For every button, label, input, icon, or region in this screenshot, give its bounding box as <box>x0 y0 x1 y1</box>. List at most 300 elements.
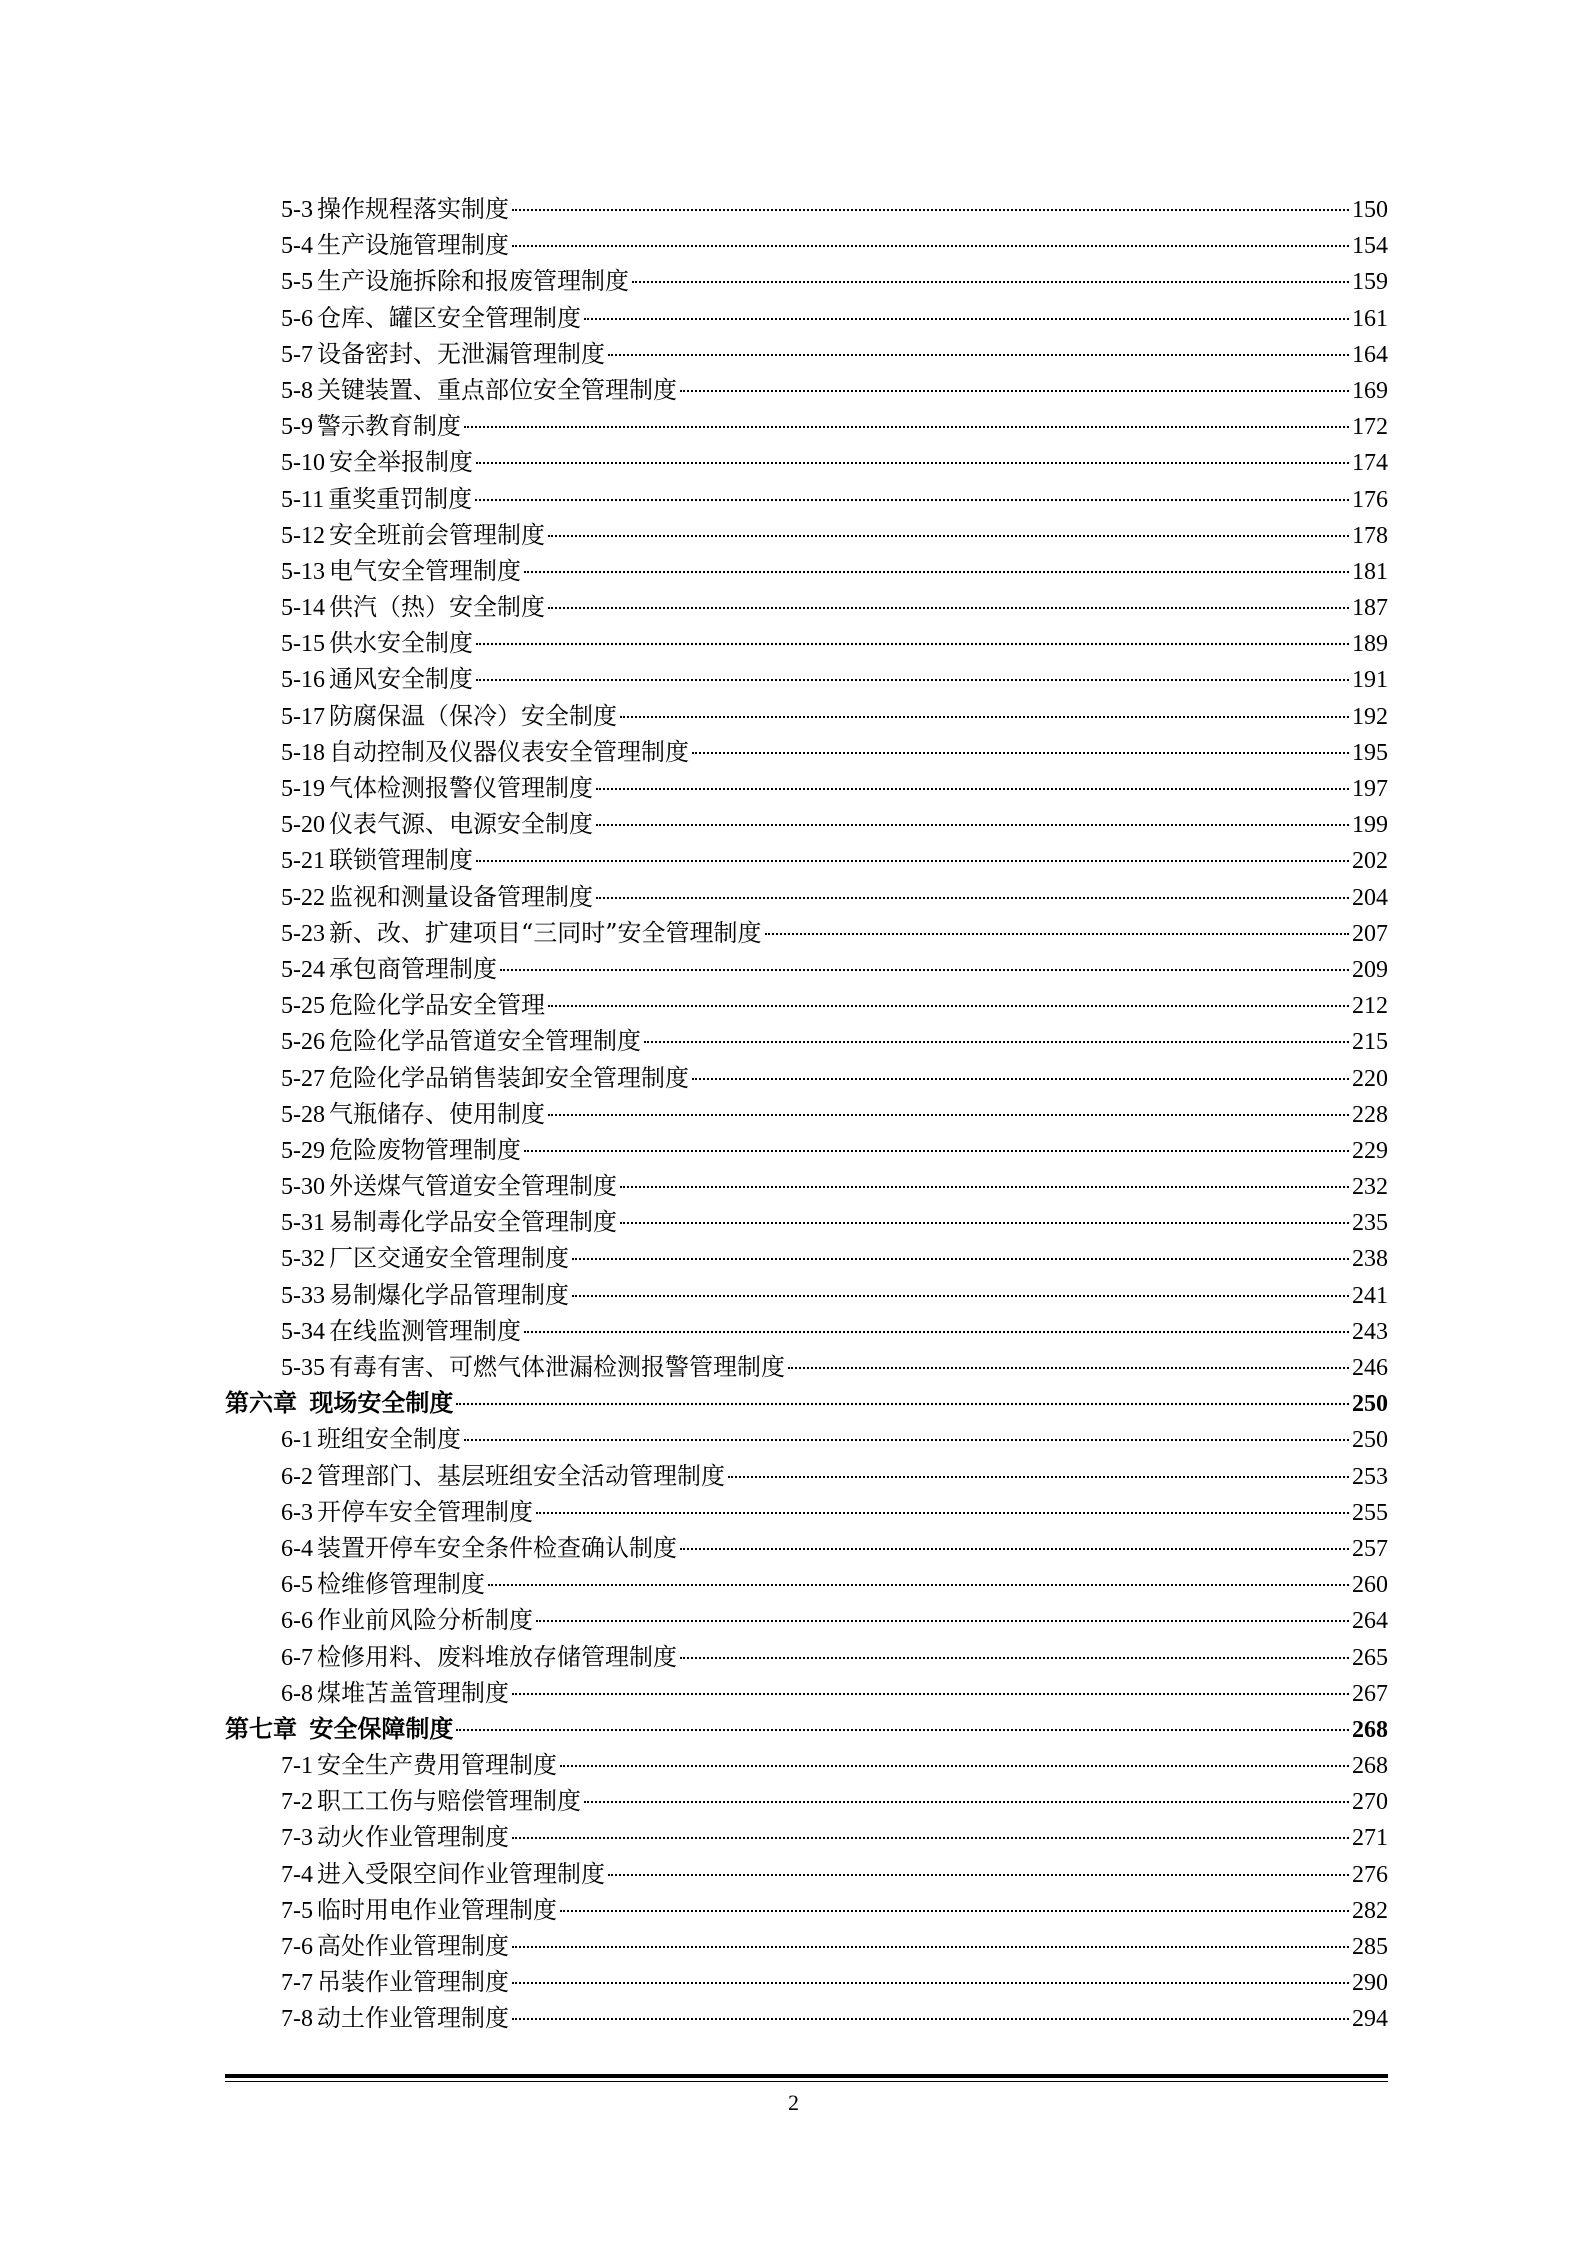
toc-entry-title: 仪表气源、电源安全制度 <box>329 810 593 839</box>
toc-entry-number: 6-2 <box>281 1463 313 1490</box>
toc-entry-number: 6-6 <box>281 1608 313 1635</box>
toc-dot-leader <box>536 1512 1349 1514</box>
toc-entry-number: 5-30 <box>281 1174 325 1201</box>
toc-entry-label <box>281 1675 509 1712</box>
toc-page-number: 268 <box>1352 1753 1388 1780</box>
toc-entry-row[interactable] <box>225 1530 1388 1566</box>
toc-dot-leader <box>765 933 1349 935</box>
toc-entry-title: 承包商管理制度 <box>329 954 497 983</box>
footer-rule-thin <box>225 2081 1388 2082</box>
toc-entry-title: 煤堆苫盖管理制度 <box>317 1678 509 1707</box>
toc-entry-label <box>281 1819 509 1856</box>
toc-entry-title: 进入受限空间作业管理制度 <box>317 1859 605 1888</box>
toc-entry-number: 6-7 <box>281 1644 313 1671</box>
toc-entry-title: 高处作业管理制度 <box>317 1932 509 1960</box>
toc-page-number: 189 <box>1352 631 1388 658</box>
toc-entry-title: 气体检测报警仪管理制度 <box>329 774 593 802</box>
toc-entry-number: 5-20 <box>281 812 325 839</box>
toc-dot-leader <box>488 1584 1349 1586</box>
toc-dot-leader <box>548 607 1349 609</box>
toc-entry-number: 5-19 <box>281 776 325 802</box>
toc-entry-label <box>281 1240 569 1277</box>
toc-entry-label <box>281 2000 509 2037</box>
toc-entry-label <box>281 951 497 988</box>
toc-entry-row[interactable] <box>225 1096 1388 1132</box>
toc-entry-row[interactable] <box>225 1783 1388 1819</box>
toc-entry-number: 5-32 <box>281 1246 325 1273</box>
toc-entry-label <box>281 1096 545 1133</box>
toc-entry-label <box>281 1023 641 1060</box>
toc-dot-leader <box>632 281 1349 283</box>
toc-entry-number: 5-21 <box>281 848 325 875</box>
toc-page-number: 209 <box>1352 956 1388 983</box>
toc-entry-row[interactable] <box>225 1240 1388 1276</box>
toc-dot-leader <box>464 426 1349 428</box>
toc-dot-leader <box>572 1258 1349 1260</box>
toc-dot-leader <box>596 788 1349 790</box>
toc-page-number: 241 <box>1352 1282 1388 1309</box>
toc-entry-number: 7-5 <box>281 1897 313 1924</box>
toc-entry-label <box>281 444 473 481</box>
toc-entry-row[interactable] <box>225 408 1388 444</box>
toc-entry-row[interactable] <box>225 1060 1388 1096</box>
toc-entry-label <box>281 589 545 626</box>
toc-entry-number: 5-33 <box>281 1282 325 1309</box>
toc-page-number: 257 <box>1352 1535 1388 1562</box>
toc-entry-title: 检维修管理制度 <box>317 1570 485 1599</box>
toc-entry-title: 有毒有害、可燃气体泄漏检测报警管理制度 <box>329 1353 785 1381</box>
toc-page-number: 197 <box>1352 776 1388 802</box>
toc-entry-row[interactable] <box>225 191 1388 227</box>
toc-entry-label <box>281 1566 485 1603</box>
toc-dot-leader <box>464 1439 1349 1441</box>
toc-entry-label <box>281 987 545 1024</box>
toc-entry-row[interactable] <box>225 1494 1388 1530</box>
toc-entry-row[interactable] <box>225 300 1388 336</box>
page-number: 2 <box>788 2090 799 2115</box>
toc-entry-row[interactable] <box>225 336 1388 372</box>
toc-entry-title: 易制爆化学品管理制度 <box>329 1280 569 1309</box>
toc-dot-leader <box>596 897 1349 899</box>
toc-dot-leader <box>476 462 1349 464</box>
toc-dot-leader <box>728 1476 1349 1478</box>
toc-dot-leader <box>692 1078 1349 1080</box>
toc-entry-label <box>225 1711 453 1748</box>
toc-chapter-row[interactable] <box>225 1385 1388 1421</box>
footer-rule-thick <box>225 2074 1388 2078</box>
toc-entry-row[interactable] <box>225 1023 1388 1059</box>
toc-entry-row[interactable] <box>225 1168 1388 1204</box>
toc-entry-title: 易制毒化学品安全管理制度 <box>329 1208 617 1237</box>
toc-entry-row[interactable] <box>225 879 1388 915</box>
toc-entry-number: 5-8 <box>281 377 313 404</box>
toc-page-number: 264 <box>1352 1608 1388 1635</box>
toc-entry-label <box>281 625 473 662</box>
toc-dot-leader <box>476 643 1349 645</box>
toc-entry-title: 安全班前会管理制度 <box>329 520 545 549</box>
toc-entry-row[interactable] <box>225 987 1388 1023</box>
toc-entry-label <box>281 1494 533 1531</box>
toc-page-number: 215 <box>1352 1029 1388 1056</box>
toc-dot-leader <box>548 1005 1349 1007</box>
toc-entry-row[interactable] <box>225 1313 1388 1349</box>
toc-entry-number: 5-4 <box>281 233 313 260</box>
toc-entry-title: 关键装置、重点部位安全管理制度 <box>317 375 677 404</box>
toc-entry-title: 安全生产费用管理制度 <box>317 1751 557 1780</box>
toc-dot-leader <box>560 1910 1349 1912</box>
toc-entry-row[interactable] <box>225 1639 1388 1675</box>
toc-entry-title: 职工工伤与赔偿管理制度 <box>317 1787 581 1816</box>
toc-entry-number: 5-22 <box>281 884 325 911</box>
toc-entry-label <box>281 806 593 843</box>
toc-entry-label <box>281 1783 581 1820</box>
toc-entry-title: 动火作业管理制度 <box>317 1823 509 1852</box>
toc-entry-label <box>281 1639 677 1676</box>
toc-dot-leader <box>512 1946 1349 1948</box>
toc-page-number: 271 <box>1352 1825 1388 1852</box>
toc-page-number: 154 <box>1352 233 1388 260</box>
toc-dot-leader <box>584 1801 1349 1803</box>
toc-dot-leader <box>680 1657 1349 1659</box>
toc-entry-row[interactable] <box>225 1458 1388 1494</box>
toc-page-number: 243 <box>1352 1318 1388 1345</box>
toc-page-number: 181 <box>1352 558 1388 585</box>
toc-entry-title: 危险化学品管道安全管理制度 <box>329 1027 641 1056</box>
toc-page-number: 169 <box>1352 377 1388 404</box>
toc-dot-leader <box>524 571 1349 573</box>
toc-entry-number: 5-10 <box>281 450 325 477</box>
toc-page-number: 229 <box>1352 1137 1388 1164</box>
toc-entry-label <box>281 517 545 554</box>
toc-entry-title: 安全举报制度 <box>329 448 473 477</box>
toc-entry-title: 气瓶储存、使用制度 <box>329 1099 545 1128</box>
toc-entry-row[interactable] <box>225 1421 1388 1457</box>
toc-entry-label <box>281 1277 569 1314</box>
toc-dot-leader <box>680 390 1349 392</box>
toc-entry-title: 供水安全制度 <box>329 629 473 658</box>
toc-page-number: 204 <box>1352 884 1388 911</box>
toc-entry-title: 班组安全制度 <box>317 1425 461 1454</box>
toc-dot-leader <box>644 1041 1349 1043</box>
toc-dot-leader <box>608 1874 1349 1876</box>
toc-entry-title: 安全保障制度 <box>309 1713 454 1743</box>
toc-entry-title: 供汽（热）安全制度 <box>329 593 545 622</box>
toc-entry-title: 管理部门、基层班组安全活动管理制度 <box>317 1461 725 1490</box>
toc-entry-label <box>281 408 461 445</box>
toc-page-number: 191 <box>1352 667 1388 694</box>
toc-entry-title: 警示教育制度 <box>317 412 461 441</box>
toc-entry-label <box>281 1892 557 1929</box>
toc-entry-label <box>281 915 762 952</box>
toc-entry-label <box>225 1385 453 1422</box>
toc-entry-title: 危险废物管理制度 <box>329 1135 521 1164</box>
toc-entry-label <box>281 842 473 879</box>
toc-page-number: 270 <box>1352 1789 1388 1816</box>
toc-entry-title: 现场安全制度 <box>309 1388 454 1418</box>
toc-entry-row[interactable] <box>225 1892 1388 1928</box>
toc-entry-number: 7-6 <box>281 1934 313 1960</box>
toc-entry-number: 5-15 <box>281 631 325 658</box>
toc-page-number: 250 <box>1352 1427 1388 1454</box>
toc-entry-label <box>281 770 593 807</box>
toc-page-number: 159 <box>1352 269 1388 296</box>
toc-page-number: 161 <box>1352 305 1388 332</box>
toc-entry-label <box>281 1458 725 1495</box>
toc-entry-number: 5-26 <box>281 1029 325 1056</box>
toc-entry-row[interactable] <box>225 1747 1388 1783</box>
toc-entry-row[interactable] <box>225 842 1388 878</box>
toc-page-number: 192 <box>1352 703 1388 730</box>
toc-entry-number: 6-8 <box>281 1680 313 1707</box>
toc-entry-title: 装置开停车安全条件检查确认制度 <box>317 1533 677 1562</box>
toc-page-number: 267 <box>1352 1680 1388 1707</box>
toc-page-number: 268 <box>1352 1716 1388 1743</box>
toc-dot-leader <box>500 969 1349 971</box>
toc-entry-number: 7-8 <box>281 2006 313 2033</box>
toc-entry-row[interactable] <box>225 698 1388 734</box>
toc-entry-number: 5-31 <box>281 1210 325 1237</box>
toc-entry-row[interactable] <box>225 734 1388 770</box>
toc-dot-leader <box>584 318 1349 320</box>
toc-entry-number: 7-1 <box>281 1753 313 1780</box>
toc-page-number: 255 <box>1352 1499 1388 1526</box>
toc-entry-label <box>281 1964 509 2001</box>
toc-dot-leader <box>608 354 1349 356</box>
toc-entry-row[interactable] <box>225 227 1388 263</box>
toc-entry-number: 5-23 <box>281 920 325 947</box>
toc-entry-label <box>281 1313 521 1350</box>
toc-entry-label <box>281 1060 689 1097</box>
toc-page-number: 253 <box>1352 1463 1388 1490</box>
toc-page-number: 285 <box>1352 1934 1388 1960</box>
toc-dot-leader <box>788 1367 1349 1369</box>
toc-entry-label <box>281 734 689 771</box>
toc-entry-row[interactable] <box>225 263 1388 299</box>
toc-dot-leader <box>548 1114 1349 1116</box>
toc-entry-number: 5-34 <box>281 1318 325 1345</box>
toc-page-number: 207 <box>1352 920 1388 947</box>
toc-entry-row[interactable] <box>225 1819 1388 1855</box>
toc-entry-number: 5-9 <box>281 414 313 441</box>
toc-entry-label <box>281 1747 557 1784</box>
toc-entry-title: 厂区交通安全管理制度 <box>329 1244 569 1273</box>
toc-entry-row[interactable] <box>225 1964 1388 2000</box>
toc-entry-label <box>281 372 677 409</box>
toc-entry-row[interactable] <box>225 770 1388 806</box>
toc-entry-label <box>281 553 521 590</box>
toc-page-number: 294 <box>1352 2006 1388 2033</box>
toc-entry-number: 7-2 <box>281 1789 313 1816</box>
toc-page-number: 232 <box>1352 1174 1388 1201</box>
toc-entry-row[interactable] <box>225 806 1388 842</box>
toc-dot-leader <box>456 1403 1349 1405</box>
toc-entry-title: 操作规程落实制度 <box>317 195 509 223</box>
toc-dot-leader <box>620 1186 1349 1188</box>
toc-page-number: 174 <box>1352 450 1388 477</box>
toc-page-number: 246 <box>1352 1355 1388 1381</box>
toc-entry-row[interactable] <box>225 661 1388 697</box>
toc-page-number: 195 <box>1352 739 1388 766</box>
toc-page-number: 178 <box>1352 522 1388 549</box>
toc-entry-title: 仓库、罐区安全管理制度 <box>317 303 581 332</box>
toc-entry-number: 第六章 <box>225 1391 297 1418</box>
toc-page-number: 260 <box>1352 1572 1388 1599</box>
toc-page-number: 250 <box>1352 1391 1388 1418</box>
toc-entry-row[interactable] <box>225 1132 1388 1168</box>
toc-page-number: 164 <box>1352 341 1388 368</box>
toc-dot-leader <box>680 1548 1349 1550</box>
toc-entry-number: 5-3 <box>281 197 313 223</box>
toc-entry-label <box>281 1928 509 1965</box>
toc-entry-number: 5-18 <box>281 739 325 766</box>
toc-entry-label <box>281 336 605 373</box>
toc-entry-row[interactable] <box>225 951 1388 987</box>
toc-page-number: 282 <box>1352 1897 1388 1924</box>
toc-dot-leader <box>512 1837 1349 1839</box>
toc-entry-title: 新、改、扩建项目“三同时”安全管理制度 <box>329 918 762 947</box>
toc-entry-row[interactable] <box>225 1928 1388 1964</box>
toc-dot-leader <box>512 2018 1349 2020</box>
toc-page-number: 187 <box>1352 595 1388 622</box>
toc-entry-number: 5-5 <box>281 269 313 296</box>
toc-chapter-row[interactable] <box>225 1711 1388 1747</box>
toc-entry-row[interactable] <box>225 481 1388 517</box>
toc-dot-leader <box>476 860 1349 862</box>
toc-entry-label <box>281 481 472 518</box>
toc-entry-number: 7-7 <box>281 1970 313 1997</box>
toc-entry-row[interactable] <box>225 1566 1388 1602</box>
toc-entry-row[interactable] <box>225 1204 1388 1240</box>
toc-entry-number: 5-25 <box>281 993 325 1020</box>
toc-entry-row[interactable] <box>225 1349 1388 1385</box>
toc-page-number: 150 <box>1352 197 1388 223</box>
toc-entry-number: 7-4 <box>281 1861 313 1888</box>
toc-entry-number: 5-35 <box>281 1355 325 1381</box>
toc-entry-row[interactable] <box>225 1277 1388 1313</box>
toc-entry-label <box>281 300 581 337</box>
toc-entry-title: 联锁管理制度 <box>329 846 473 875</box>
toc-entry-row[interactable] <box>225 625 1388 661</box>
toc-dot-leader <box>512 209 1349 211</box>
toc-page-number: 172 <box>1352 414 1388 441</box>
toc-entry-title: 通风安全制度 <box>329 665 473 694</box>
toc-dot-leader <box>475 499 1349 501</box>
toc-entry-title: 自动控制及仪器仪表安全管理制度 <box>329 737 689 766</box>
toc-page-number: 235 <box>1352 1210 1388 1237</box>
toc-entry-title: 生产设施管理制度 <box>317 231 509 260</box>
toc-dot-leader <box>548 535 1349 537</box>
toc-page-number: 202 <box>1352 848 1388 875</box>
toc-entry-number: 6-1 <box>281 1427 313 1454</box>
toc-page-number: 199 <box>1352 812 1388 839</box>
toc-entry-number: 5-16 <box>281 667 325 694</box>
toc-dot-leader <box>524 1331 1349 1333</box>
toc-entry-label <box>281 1168 617 1205</box>
toc-entry-number: 5-13 <box>281 558 325 585</box>
toc-entry-title: 外送煤气管道安全管理制度 <box>329 1172 617 1201</box>
toc-entry-label <box>281 661 473 698</box>
toc-entry-title: 防腐保温（保冷）安全制度 <box>329 701 617 730</box>
toc-entry-number: 6-4 <box>281 1535 313 1562</box>
toc-entry-title: 检修用料、废料堆放存储管理制度 <box>317 1642 677 1671</box>
toc-entry-row[interactable] <box>225 444 1388 480</box>
toc-entry-title: 在线监测管理制度 <box>329 1316 521 1345</box>
toc-entry-title: 危险化学品销售装卸安全管理制度 <box>329 1063 689 1092</box>
toc-entry-title: 设备密封、无泄漏管理制度 <box>317 339 605 368</box>
toc-entry-number: 5-24 <box>281 956 325 983</box>
toc-entry-label <box>281 1204 617 1241</box>
toc-dot-leader <box>572 1295 1349 1297</box>
toc-page-number: 220 <box>1352 1065 1388 1092</box>
toc-dot-leader <box>476 679 1349 681</box>
toc-page-number: 212 <box>1352 993 1388 1020</box>
toc-entry-number: 5-11 <box>281 486 325 513</box>
toc-dot-leader <box>692 752 1349 754</box>
toc-entry-number: 5-29 <box>281 1137 325 1164</box>
toc-page-number: 276 <box>1352 1861 1388 1888</box>
toc-entry-row[interactable] <box>225 1675 1388 1711</box>
toc-entry-label <box>281 1602 533 1639</box>
toc-entry-title: 临时用电作业管理制度 <box>317 1895 557 1924</box>
toc-entry-label <box>281 698 617 735</box>
toc-entry-title: 电气安全管理制度 <box>329 556 521 585</box>
toc-entry-row[interactable] <box>225 553 1388 589</box>
toc-entry-label <box>281 1421 461 1458</box>
toc-entry-row[interactable] <box>225 589 1388 625</box>
toc-entry-label <box>281 263 629 300</box>
toc-page-number: 228 <box>1352 1101 1388 1128</box>
toc-entry-row[interactable] <box>225 1856 1388 1892</box>
table-of-contents <box>225 191 1388 2037</box>
toc-entry-label <box>281 1132 521 1169</box>
toc-entry-row[interactable] <box>225 915 1388 951</box>
toc-entry-number: 7-3 <box>281 1825 313 1852</box>
toc-page-number: 176 <box>1352 486 1388 513</box>
toc-entry-number: 第七章 <box>225 1716 297 1743</box>
toc-entry-number: 5-6 <box>281 305 313 332</box>
toc-entry-number: 5-7 <box>281 341 313 368</box>
toc-entry-number: 5-12 <box>281 522 325 549</box>
toc-entry-row[interactable] <box>225 2000 1388 2036</box>
toc-entry-number: 5-17 <box>281 703 325 730</box>
toc-dot-leader <box>456 1729 1349 1731</box>
toc-page-number: 238 <box>1352 1246 1388 1273</box>
toc-entry-label <box>281 1349 785 1386</box>
toc-dot-leader <box>512 245 1349 247</box>
toc-entry-label <box>281 191 509 228</box>
toc-entry-label <box>281 1856 605 1893</box>
toc-entry-title: 开停车安全管理制度 <box>317 1497 533 1526</box>
toc-entry-row[interactable] <box>225 517 1388 553</box>
toc-entry-title: 生产设施拆除和报废管理制度 <box>317 267 629 296</box>
toc-dot-leader <box>512 1982 1349 1984</box>
toc-entry-row[interactable] <box>225 372 1388 408</box>
toc-entry-number: 5-28 <box>281 1101 325 1128</box>
toc-entry-title: 动土作业管理制度 <box>317 2004 509 2033</box>
toc-entry-number: 5-27 <box>281 1065 325 1092</box>
toc-dot-leader <box>524 1150 1349 1152</box>
toc-entry-title: 作业前风险分析制度 <box>317 1606 533 1635</box>
toc-dot-leader <box>536 1620 1349 1622</box>
toc-entry-number: 6-5 <box>281 1572 313 1599</box>
toc-dot-leader <box>560 1765 1349 1767</box>
toc-entry-row[interactable] <box>225 1602 1388 1638</box>
toc-entry-title: 危险化学品安全管理 <box>329 991 545 1020</box>
toc-dot-leader <box>620 1222 1349 1224</box>
toc-entry-label <box>281 879 593 916</box>
toc-entry-title: 重奖重罚制度 <box>328 484 473 513</box>
toc-page-number: 290 <box>1352 1970 1388 1997</box>
